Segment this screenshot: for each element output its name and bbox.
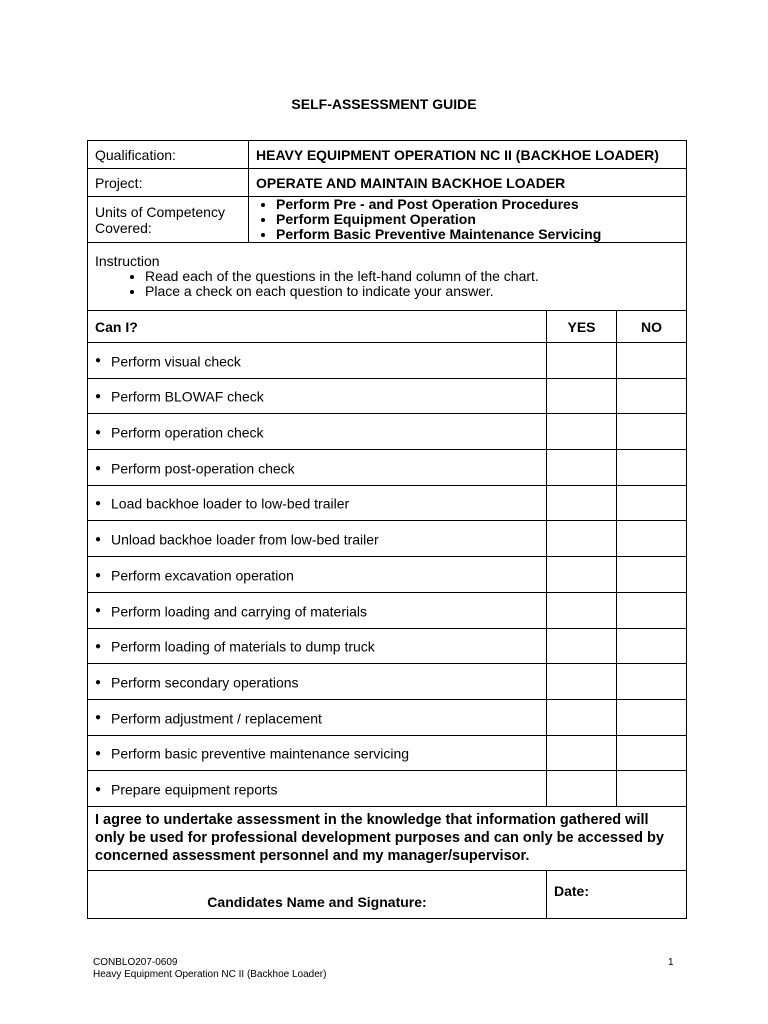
question-text: Perform basic preventive maintenance servicing [111, 745, 410, 762]
question-cell [88, 699, 547, 735]
bullet-icon: ● [95, 783, 102, 795]
yes-check-cell[interactable] [547, 664, 617, 700]
no-check-cell[interactable] [617, 485, 687, 521]
footer [93, 957, 326, 981]
question-cell [88, 628, 547, 664]
bullet-icon: ● [95, 605, 102, 617]
qualification-value: HEAVY EQUIPMENT OPERATION NC II (BACKHOE LOADER) [249, 141, 687, 169]
no-check-cell[interactable] [617, 735, 687, 771]
question-text: Perform excavation operation [111, 567, 294, 584]
question-text: Perform visual check [111, 352, 241, 369]
project-label: Project: [88, 169, 249, 197]
page-title: SELF-ASSESSMENT GUIDE [291, 96, 477, 112]
bullet-icon: ● [95, 533, 102, 545]
no-check-cell[interactable] [617, 557, 687, 593]
yes-check-cell[interactable] [547, 378, 617, 414]
question-row [88, 735, 687, 771]
yes-check-cell[interactable] [547, 557, 617, 593]
question-text: Perform secondary operations [111, 674, 299, 691]
project-value: OPERATE AND MAINTAIN BACKHOE LOADER [249, 169, 687, 197]
qualification-label: Qualification: [88, 141, 249, 169]
question-row [88, 664, 687, 700]
question-header-row [88, 311, 687, 343]
unit-item: • Perform Pre - and Post Operation Procedures [276, 197, 679, 212]
qualification-row [88, 141, 687, 169]
question-cell [88, 343, 547, 379]
question-row [88, 343, 687, 379]
units-row [88, 197, 687, 243]
unit-item: • Perform Equipment Operation [276, 212, 679, 227]
yes-check-cell[interactable] [547, 735, 617, 771]
yes-check-cell[interactable] [547, 343, 617, 379]
can-i-header: Can I? [88, 311, 547, 343]
bullet-icon: ● [95, 462, 102, 474]
no-header: NO [617, 311, 687, 343]
question-text: Perform loading of materials to dump truck [111, 638, 375, 655]
question-row [88, 699, 687, 735]
candidate-name-signature-field[interactable]: Candidates Name and Signature: [88, 870, 547, 918]
bullet-icon: ● [95, 498, 102, 510]
question-cell [88, 771, 547, 807]
no-check-cell[interactable] [617, 521, 687, 557]
bullet-icon: ● [95, 426, 102, 438]
units-label [88, 197, 249, 243]
no-check-cell[interactable] [617, 343, 687, 379]
no-check-cell[interactable] [617, 664, 687, 700]
units-list-cell [249, 197, 687, 243]
question-row [88, 592, 687, 628]
no-check-cell[interactable] [617, 699, 687, 735]
no-check-cell[interactable] [617, 771, 687, 807]
self-assessment-table [87, 140, 687, 919]
question-cell [88, 485, 547, 521]
question-row [88, 485, 687, 521]
question-row [88, 378, 687, 414]
yes-check-cell[interactable] [547, 628, 617, 664]
yes-check-cell[interactable] [547, 771, 617, 807]
units-label-line1: Units of Competency [95, 204, 225, 220]
unit-item: • Perform Basic Preventive Maintenance Servicing [276, 227, 679, 242]
bullet-icon: ● [95, 676, 102, 688]
yes-check-cell[interactable] [547, 592, 617, 628]
yes-header: YES [547, 311, 617, 343]
footer-doc-title: Heavy Equipment Operation NC II (Backhoe Loader) [93, 969, 327, 980]
yes-check-cell[interactable] [547, 450, 617, 486]
question-text: Perform adjustment / replacement [111, 709, 322, 726]
question-row [88, 414, 687, 450]
agreement-row [88, 806, 687, 870]
instruction-item: • Place a check on each question to indicate your answer. [145, 284, 679, 299]
question-cell [88, 592, 547, 628]
bullet-icon: ● [95, 391, 102, 403]
instruction-row [88, 243, 687, 311]
no-check-cell[interactable] [617, 450, 687, 486]
signature-row [88, 870, 687, 918]
units-list [256, 197, 679, 242]
question-cell [88, 521, 547, 557]
question-cell [88, 378, 547, 414]
question-cell [88, 557, 547, 593]
instruction-list [95, 269, 679, 299]
no-check-cell[interactable] [617, 378, 687, 414]
agreement-text: I agree to undertake assessment in the knowledge that information gathered will only be used for professional development purposes and can only be accessed by concerned assessment personnel and my manager/supervisor. [88, 806, 687, 870]
instruction-cell [88, 243, 687, 311]
project-row [88, 169, 687, 197]
units-label-line2: Covered: [95, 220, 152, 236]
question-row [88, 771, 687, 807]
question-text: Load backhoe loader to low-bed trailer [111, 495, 350, 512]
bullet-icon: ● [95, 748, 102, 760]
bullet-icon: ● [95, 569, 102, 581]
question-cell [88, 664, 547, 700]
question-text: Perform loading and carrying of materials [111, 602, 368, 619]
instruction-item: • Read each of the questions in the left-hand column of the chart. [145, 269, 679, 284]
question-cell [88, 450, 547, 486]
page-number: 1 [668, 957, 674, 968]
footer-code: CONBLO207-0609 [93, 957, 178, 968]
question-cell [88, 735, 547, 771]
question-row [88, 557, 687, 593]
question-text: Prepare equipment reports [111, 781, 278, 798]
no-check-cell[interactable] [617, 628, 687, 664]
question-cell [88, 414, 547, 450]
question-row [88, 628, 687, 664]
yes-check-cell[interactable] [547, 521, 617, 557]
question-text: Unload backhoe loader from low-bed trailer [111, 531, 379, 548]
date-field[interactable]: Date: [547, 870, 687, 918]
question-row [88, 521, 687, 557]
yes-check-cell[interactable] [547, 485, 617, 521]
bullet-icon: ● [95, 355, 102, 367]
bullet-icon: ● [95, 640, 102, 652]
question-text: Perform BLOWAF check [111, 388, 264, 405]
instruction-label: Instruction [95, 253, 160, 269]
question-text: Perform operation check [111, 424, 264, 441]
no-check-cell[interactable] [617, 414, 687, 450]
question-row [88, 450, 687, 486]
no-check-cell[interactable] [617, 592, 687, 628]
question-text: Perform post-operation check [111, 460, 295, 477]
yes-check-cell[interactable] [547, 414, 617, 450]
bullet-icon: ● [95, 712, 102, 724]
yes-check-cell[interactable] [547, 699, 617, 735]
